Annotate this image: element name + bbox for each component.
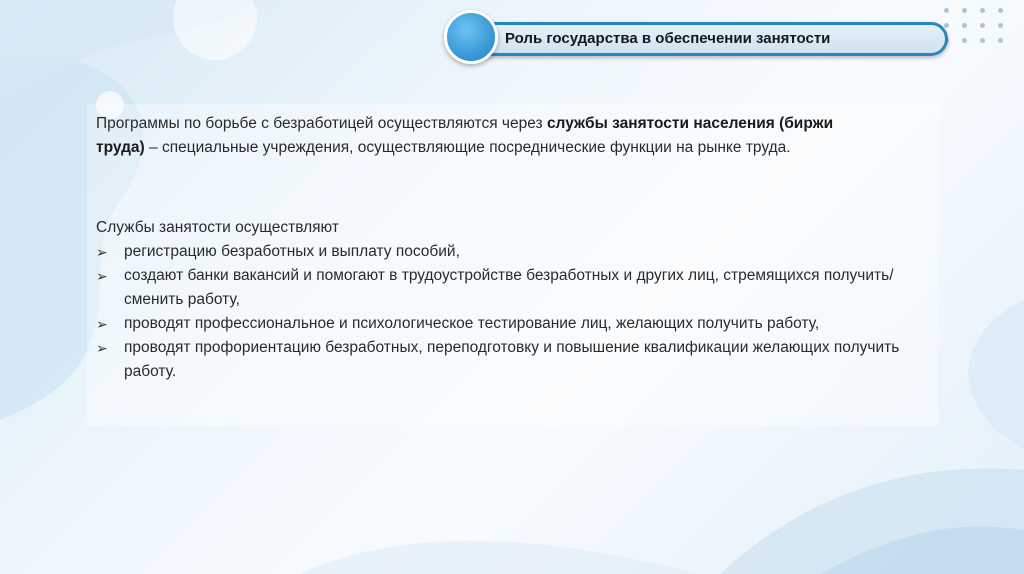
- services-section: [96, 216, 936, 384]
- list-item-text: проводят профессиональное и психологическое тестирование лиц, желающих получить работу,: [124, 315, 820, 332]
- list-item-text: регистрацию безработных и выплату пособий,: [124, 243, 460, 260]
- list-item: [96, 264, 936, 312]
- arrow-bullet-icon: ➢: [96, 244, 108, 260]
- services-heading: Службы занятости осуществляют: [96, 219, 339, 236]
- intro-text-2: – специальные учреждения, осуществляющие посреднические функции на рынке труда.: [144, 139, 791, 156]
- list-item-text: создают банки вакансий и помогают в трудоустройстве безработных и других лиц, стремящихся получить/сменить работу,: [124, 267, 894, 308]
- list-item-text: проводят профориентацию безработных, переподготовку и повышение квалификации желающих получить работу.: [124, 339, 900, 380]
- slide-title: Роль государства в обеспечении занятости: [505, 30, 831, 47]
- intro-paragraph: [96, 112, 876, 160]
- arrow-bullet-icon: ➢: [96, 268, 108, 284]
- dots-decoration: [944, 8, 1014, 48]
- intro-bold-term: службы занятости населения (биржи труда): [96, 115, 834, 156]
- intro-text-1: Программы по борьбе с безработицей осуществляются через: [96, 115, 547, 132]
- title-circle-icon: [444, 10, 498, 64]
- list-item: [96, 240, 936, 264]
- arrow-bullet-icon: ➢: [96, 340, 108, 356]
- list-item: [96, 336, 936, 384]
- services-list: [96, 240, 936, 384]
- arrow-bullet-icon: ➢: [96, 316, 108, 332]
- list-item: [96, 312, 936, 336]
